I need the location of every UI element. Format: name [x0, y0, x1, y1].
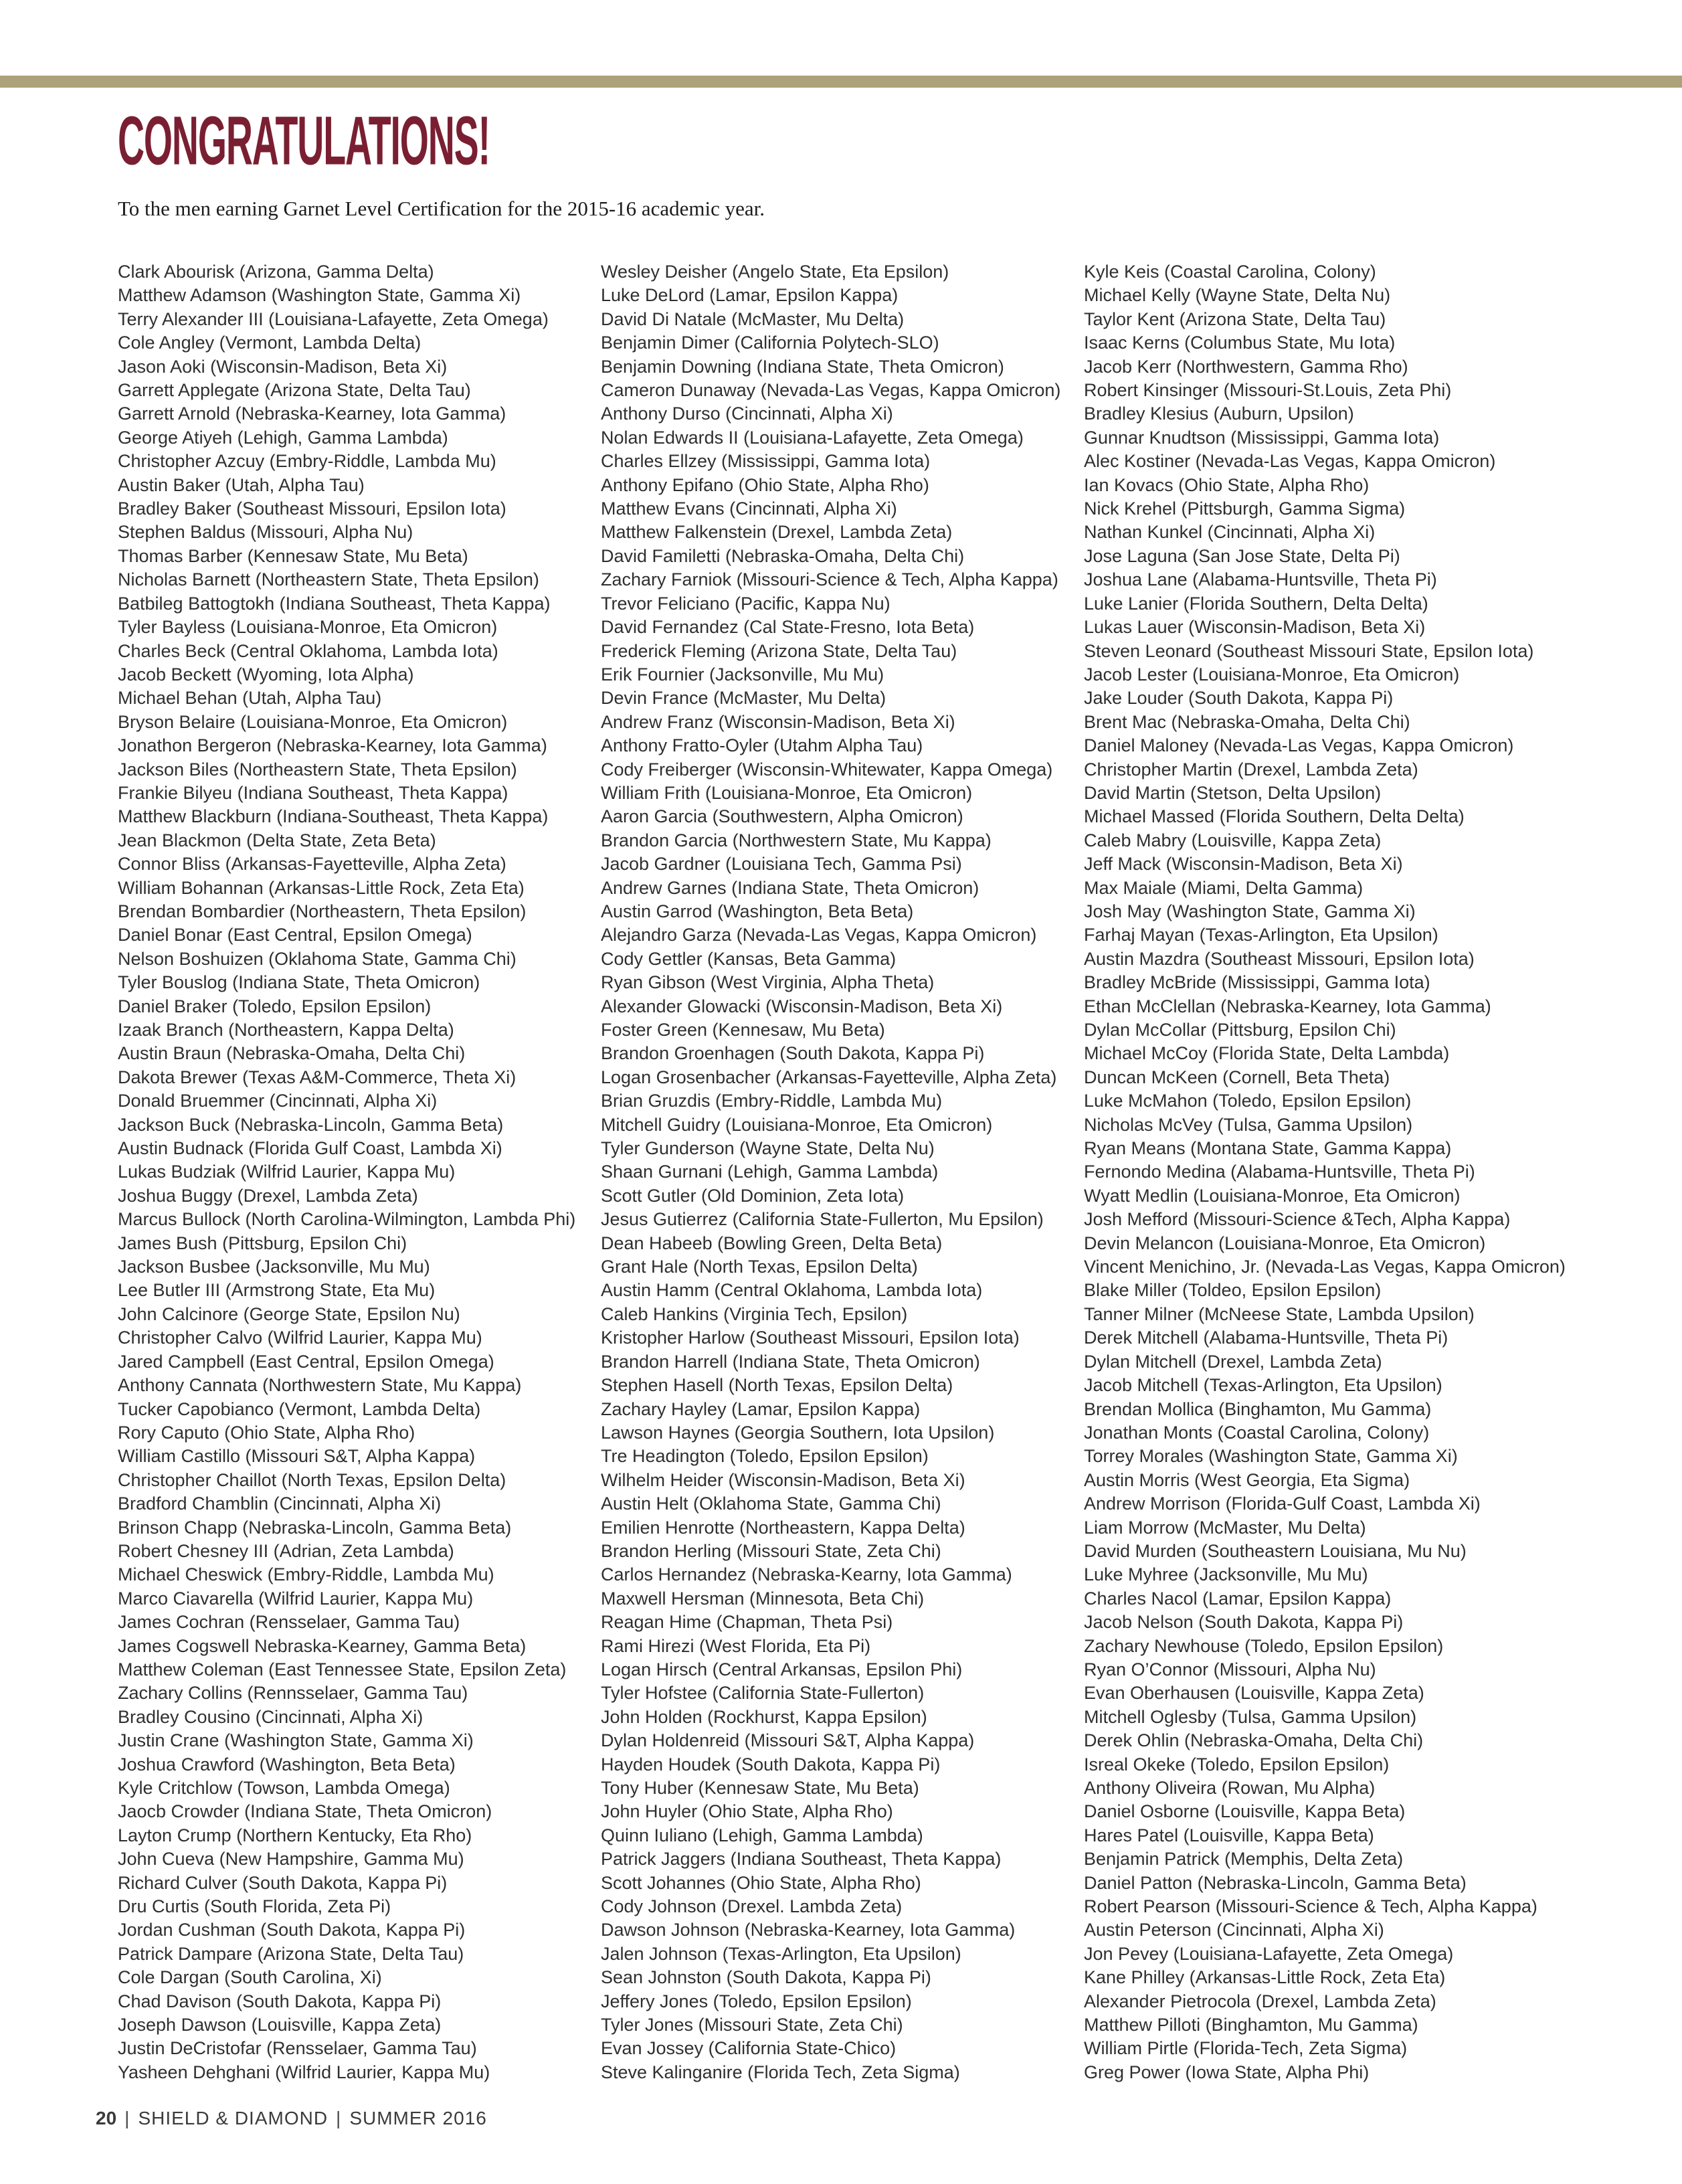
name-entry: Charles Ellzey (Mississippi, Gamma Iota) — [601, 451, 931, 472]
name-entry: Jared Campbell (East Central, Epsilon Omega) — [118, 1351, 494, 1372]
name-entry: Jackson Busbee (Jacksonville, Mu Mu) — [118, 1257, 430, 1277]
name-entry: Luke Myhree (Jacksonville, Mu Mu) — [1084, 1564, 1368, 1585]
name-entry: Logan Grosenbacher (Arkansas-Fayetteville, Alpha Zeta) — [601, 1067, 1057, 1087]
name-entry: Christopher Martin (Drexel, Lambda Zeta) — [1084, 759, 1418, 780]
name-entry: Daniel Bonar (East Central, Epsilon Omega) — [118, 925, 472, 945]
name-entry: Kane Philley (Arkansas-Little Rock, Zeta Eta) — [1084, 1967, 1446, 1988]
name-entry: Jake Louder (South Dakota, Kappa Pi) — [1084, 688, 1394, 709]
name-entry: Derek Ohlin (Nebraska-Omaha, Delta Chi) — [1084, 1730, 1424, 1751]
name-entry: Bryson Belaire (Louisiana-Monroe, Eta Omicron) — [118, 711, 508, 732]
name-entry: Lukas Budziak (Wilfrid Laurier, Kappa Mu) — [118, 1162, 456, 1182]
top-accent-bar — [0, 76, 1682, 88]
name-entry: Cody Gettler (Kansas, Beta Gamma) — [601, 948, 897, 969]
name-entry: Bradley Klesius (Auburn, Upsilon) — [1084, 403, 1354, 424]
name-entry: Izaak Branch (Northeastern, Kappa Delta) — [118, 1020, 454, 1040]
name-entry: Dylan McCollar (Pittsburg, Epsilon Chi) — [1084, 1020, 1396, 1040]
name-entry: Kristopher Harlow (Southeast Missouri, Epsilon Iota) — [601, 1328, 1020, 1348]
name-entry: Ryan Means (Montana State, Gamma Kappa) — [1084, 1138, 1452, 1159]
name-entry: Rami Hirezi (West Florida, Eta Pi) — [601, 1635, 871, 1656]
name-entry: Christopher Azcuy (Embry-Riddle, Lambda Mu) — [118, 451, 496, 472]
name-entry: Taylor Kent (Arizona State, Delta Tau) — [1084, 308, 1386, 329]
name-entry: Luke Lanier (Florida Southern, Delta Delta) — [1084, 593, 1428, 614]
name-entry: Devin Melancon (Louisiana-Monroe, Eta Omicron) — [1084, 1233, 1486, 1253]
name-entry: Tyler Bouslog (Indiana State, Theta Omicron) — [118, 972, 480, 993]
name-entry: Mitchell Oglesby (Tulsa, Gamma Upsilon) — [1084, 1706, 1417, 1727]
name-entry: John Huyler (Ohio State, Alpha Rho) — [601, 1801, 893, 1822]
name-entry: Lawson Haynes (Georgia Southern, Iota Upsilon) — [601, 1422, 995, 1443]
name-entry: David Familetti (Nebraska-Omaha, Delta Chi) — [601, 545, 965, 566]
name-entry: Robert Chesney III (Adrian, Zeta Lambda) — [118, 1540, 454, 1561]
name-entry: Greg Power (Iowa State, Alpha Phi) — [1084, 2062, 1370, 2082]
name-entry: Max Maiale (Miami, Delta Gamma) — [1084, 877, 1364, 898]
name-entry: Ian Kovacs (Ohio State, Alpha Rho) — [1084, 474, 1370, 495]
name-entry: Jordan Cushman (South Dakota, Kappa Pi) — [118, 1920, 466, 1940]
name-entry: William Bohannan (Arkansas-Little Rock, Zeta Eta) — [118, 877, 525, 898]
name-entry: Jaocb Crowder (Indiana State, Theta Omicron) — [118, 1801, 492, 1822]
name-entry: Chad Davison (South Dakota, Kappa Pi) — [118, 1991, 442, 2011]
name-entry: Anthony Fratto-Oyler (Utahm Alpha Tau) — [601, 735, 923, 756]
name-entry: Austin Mazdra (Southeast Missouri, Epsilon Iota) — [1084, 948, 1475, 969]
name-entry: Josh May (Washington State, Gamma Xi) — [1084, 901, 1416, 921]
name-entry: Matthew Adamson (Washington State, Gamma Xi) — [118, 285, 521, 306]
name-entry: Jeff Mack (Wisconsin-Madison, Beta Xi) — [1084, 854, 1403, 875]
name-column-1 — [118, 260, 601, 2084]
name-entry: Michael Behan (Utah, Alpha Tau) — [118, 688, 382, 709]
name-entry: Jacob Gardner (Louisiana Tech, Gamma Psi) — [601, 854, 962, 875]
name-entry: Matthew Blackburn (Indiana-Southeast, Theta Kappa) — [118, 806, 549, 827]
name-column-2 — [601, 260, 1084, 2084]
name-entry: Garrett Arnold (Nebraska-Kearney, Iota Gamma) — [118, 403, 506, 424]
name-entry: Nick Krehel (Pittsburgh, Gamma Sigma) — [1084, 498, 1406, 519]
name-entry: John Calcinore (George State, Epsilon Nu) — [118, 1303, 460, 1324]
name-entry: Layton Crump (Northern Kentucky, Eta Rho) — [118, 1825, 472, 1845]
name-entry: Bradley Baker (Southeast Missouri, Epsilon Iota) — [118, 498, 506, 519]
name-entry: Austin Morris (West Georgia, Eta Sigma) — [1084, 1469, 1410, 1490]
name-entry: Cole Dargan (South Carolina, Xi) — [118, 1967, 382, 1988]
name-entry: Michael McCoy (Florida State, Delta Lambda) — [1084, 1043, 1450, 1064]
name-entry: Terry Alexander III (Louisiana-Lafayette, Zeta Omega) — [118, 308, 549, 329]
name-entry: Reagan Hime (Chapman, Theta Psi) — [601, 1612, 893, 1633]
name-entry: Ryan O’Connor (Missouri, Alpha Nu) — [1084, 1659, 1376, 1679]
name-entry: Nicholas McVey (Tulsa, Gamma Upsilon) — [1084, 1114, 1413, 1135]
name-entry: Brent Mac (Nebraska-Omaha, Delta Chi) — [1084, 711, 1410, 732]
name-entry: Tyler Bayless (Louisiana-Monroe, Eta Omicron) — [118, 617, 498, 638]
name-entry: Charles Nacol (Lamar, Epsilon Kappa) — [1084, 1588, 1392, 1609]
name-entry: Justin Crane (Washington State, Gamma Xi) — [118, 1730, 474, 1751]
name-entry: Jonathan Monts (Coastal Carolina, Colony) — [1084, 1422, 1430, 1443]
name-entry: Scott Gutler (Old Dominion, Zeta Iota) — [601, 1185, 905, 1206]
name-entry: Matthew Falkenstein (Drexel, Lambda Zeta) — [601, 522, 953, 543]
name-entry: Austin Hamm (Central Oklahoma, Lambda Iota) — [601, 1280, 983, 1301]
name-entry: Torrey Morales (Washington State, Gamma Xi) — [1084, 1446, 1458, 1467]
name-entry: Frankie Bilyeu (Indiana Southeast, Theta Kappa) — [118, 782, 508, 803]
name-entry: Ryan Gibson (West Virginia, Alpha Theta) — [601, 972, 935, 993]
name-entry: Andrew Garnes (Indiana State, Theta Omicron) — [601, 877, 979, 898]
name-entry: Wyatt Medlin (Louisiana-Monroe, Eta Omicron) — [1084, 1185, 1461, 1206]
name-entry: Brendan Bombardier (Northeastern, Theta Epsilon) — [118, 901, 527, 921]
name-entry: Austin Braun (Nebraska-Omaha, Delta Chi) — [118, 1043, 466, 1064]
name-entry: Luke DeLord (Lamar, Epsilon Kappa) — [601, 285, 899, 306]
name-entry: John Cueva (New Hampshire, Gamma Mu) — [118, 1849, 464, 1870]
name-entry: Anthony Epifano (Ohio State, Alpha Rho) — [601, 474, 929, 495]
name-entry: Stephen Baldus (Missouri, Alpha Nu) — [118, 522, 413, 543]
name-entry: David Martin (Stetson, Delta Upsilon) — [1084, 782, 1382, 803]
name-entry: Michael Massed (Florida Southern, Delta Delta) — [1084, 806, 1465, 827]
name-entry: Benjamin Dimer (California Polytech-SLO) — [601, 333, 939, 353]
name-entry: Andrew Franz (Wisconsin-Madison, Beta Xi) — [601, 711, 955, 732]
name-entry: Tanner Milner (McNeese State, Lambda Upsilon) — [1084, 1303, 1475, 1324]
name-entry: Zachary Farniok (Missouri-Science & Tech, Alpha Kappa) — [601, 569, 1058, 590]
name-entry: Daniel Maloney (Nevada-Las Vegas, Kappa Omicron) — [1084, 735, 1514, 756]
name-entry: Aaron Garcia (Southwestern, Alpha Omicron) — [601, 806, 963, 827]
name-entry: Jackson Buck (Nebraska-Lincoln, Gamma Beta) — [118, 1114, 504, 1135]
name-entry: Justin DeCristofar (Rensselaer, Gamma Tau) — [118, 2038, 477, 2059]
name-entry: Brandon Groenhagen (South Dakota, Kappa Pi) — [601, 1043, 985, 1064]
name-entry: Lee Butler III (Armstrong State, Eta Mu) — [118, 1280, 436, 1301]
name-entry: Scott Johannes (Ohio State, Alpha Rho) — [601, 1872, 921, 1893]
name-entry: Yasheen Dehghani (Wilfrid Laurier, Kappa Mu) — [118, 2062, 490, 2082]
name-entry: Dylan Mitchell (Drexel, Lambda Zeta) — [1084, 1351, 1382, 1372]
name-entry: James Cochran (Rensselaer, Gamma Tau) — [118, 1612, 460, 1633]
name-entry: David Murden (Southeastern Louisiana, Mu Nu) — [1084, 1540, 1467, 1561]
name-entry: Bradley Cousino (Cincinnati, Alpha Xi) — [118, 1706, 424, 1727]
name-entry: Frederick Fleming (Arizona State, Delta Tau) — [601, 640, 957, 661]
name-entry: Jalen Johnson (Texas-Arlington, Eta Upsilon) — [601, 1943, 961, 1964]
name-entry: Tyler Gunderson (Wayne State, Delta Nu) — [601, 1138, 935, 1159]
name-entry: Dawson Johnson (Nebraska-Kearney, Iota Gamma) — [601, 1920, 1016, 1940]
name-entry: Brinson Chapp (Nebraska-Lincoln, Gamma Beta) — [118, 1517, 512, 1538]
name-entry: Steve Kalinganire (Florida Tech, Zeta Sigma) — [601, 2062, 960, 2082]
name-entry: Robert Kinsinger (Missouri-St.Louis, Zeta Phi) — [1084, 380, 1452, 401]
name-entry: Austin Helt (Oklahoma State, Gamma Chi) — [601, 1493, 941, 1514]
name-entry: Jacob Lester (Louisiana-Monroe, Eta Omicron) — [1084, 664, 1460, 685]
name-entry: Benjamin Downing (Indiana State, Theta Omicron) — [601, 356, 1004, 377]
name-entry: Jacob Kerr (Northwestern, Gamma Rho) — [1084, 356, 1408, 377]
name-entry: Joseph Dawson (Louisville, Kappa Zeta) — [118, 2015, 442, 2035]
name-entry: Jacob Beckett (Wyoming, Iota Alpha) — [118, 664, 414, 685]
name-entry: Emilien Henrotte (Northeastern, Kappa Delta) — [601, 1517, 965, 1538]
name-entry: Alejandro Garza (Nevada-Las Vegas, Kappa Omicron) — [601, 925, 1037, 945]
name-entry: Zachary Collins (Rennsselaer, Gamma Tau) — [118, 1683, 468, 1704]
name-entry: George Atiyeh (Lehigh, Gamma Lambda) — [118, 427, 448, 448]
name-entry: Dylan Holdenreid (Missouri S&T, Alpha Kappa) — [601, 1730, 975, 1751]
name-entry: Josh Mefford (Missouri-Science &Tech, Alpha Kappa) — [1084, 1209, 1511, 1230]
name-entry: Marco Ciavarella (Wilfrid Laurier, Kappa Mu) — [118, 1588, 474, 1609]
name-entry: Logan Hirsch (Central Arkansas, Epsilon Phi) — [601, 1659, 963, 1679]
name-entry: Andrew Morrison (Florida-Gulf Coast, Lambda Xi) — [1084, 1493, 1481, 1514]
name-entry: Cole Angley (Vermont, Lambda Delta) — [118, 333, 422, 353]
name-entry: Hayden Houdek (South Dakota, Kappa Pi) — [601, 1754, 941, 1774]
name-entry: Daniel Osborne (Louisville, Kappa Beta) — [1084, 1801, 1406, 1822]
name-entry: Austin Baker (Utah, Alpha Tau) — [118, 474, 365, 495]
name-entry: Tre Headington (Toledo, Epsilon Epsilon) — [601, 1446, 929, 1467]
name-entry: William Frith (Louisiana-Monroe, Eta Omicron) — [601, 782, 973, 803]
name-entry: Tucker Capobianco (Vermont, Lambda Delta) — [118, 1398, 481, 1419]
name-entry: Jose Laguna (San Jose State, Delta Pi) — [1084, 545, 1400, 566]
page-title: CONGRATULATIONS! — [118, 101, 490, 179]
name-entry: Caleb Hankins (Virginia Tech, Epsilon) — [601, 1303, 908, 1324]
name-entry: William Pirtle (Florida-Tech, Zeta Sigma) — [1084, 2038, 1408, 2059]
name-entry: Grant Hale (North Texas, Epsilon Delta) — [601, 1257, 918, 1277]
name-entry: Cody Johnson (Drexel. Lambda Zeta) — [601, 1896, 903, 1917]
name-entry: Liam Morrow (McMaster, Mu Delta) — [1084, 1517, 1366, 1538]
name-entry: James Cogswell Nebraska-Kearney, Gamma Beta) — [118, 1635, 527, 1656]
name-entry: Gunnar Knudtson (Mississippi, Gamma Iota) — [1084, 427, 1440, 448]
name-entry: Jesus Gutierrez (California State-Fullerton, Mu Epsilon) — [601, 1209, 1044, 1230]
name-entry: Austin Peterson (Cincinnati, Alpha Xi) — [1084, 1920, 1384, 1940]
name-entry: John Holden (Rockhurst, Kappa Epsilon) — [601, 1706, 927, 1727]
name-entry: Lukas Lauer (Wisconsin-Madison, Beta Xi) — [1084, 617, 1426, 638]
name-entry: Duncan McKeen (Cornell, Beta Theta) — [1084, 1067, 1390, 1087]
name-entry: Zachary Newhouse (Toledo, Epsilon Epsilon) — [1084, 1635, 1444, 1656]
name-list — [118, 260, 1567, 2084]
name-entry: Hares Patel (Louisville, Kappa Beta) — [1084, 1825, 1374, 1845]
name-entry: Jonathon Bergeron (Nebraska-Kearney, Iota Gamma) — [118, 735, 547, 756]
name-entry: Richard Culver (South Dakota, Kappa Pi) — [118, 1872, 448, 1893]
name-entry: Fernondo Medina (Alabama-Huntsville, Theta Pi) — [1084, 1162, 1475, 1182]
name-entry: Daniel Patton (Nebraska-Lincoln, Gamma Beta) — [1084, 1872, 1467, 1893]
name-entry: Derek Mitchell (Alabama-Huntsville, Theta Pi) — [1084, 1328, 1449, 1348]
name-entry: Luke McMahon (Toledo, Epsilon Epsilon) — [1084, 1091, 1412, 1111]
name-entry: Caleb Mabry (Louisville, Kappa Zeta) — [1084, 830, 1382, 850]
name-entry: Jacob Mitchell (Texas-Arlington, Eta Upsilon) — [1084, 1375, 1442, 1396]
name-entry: Kyle Keis (Coastal Carolina, Colony) — [1084, 262, 1376, 282]
name-entry: Patrick Jaggers (Indiana Southeast, Theta Kappa) — [601, 1849, 1002, 1870]
name-entry: Quinn Iuliano (Lehigh, Gamma Lambda) — [601, 1825, 923, 1845]
name-entry: Connor Bliss (Arkansas-Fayetteville, Alpha Zeta) — [118, 854, 506, 875]
name-column-3 — [1084, 260, 1567, 2084]
name-entry: Erik Fournier (Jacksonville, Mu Mu) — [601, 664, 884, 685]
name-entry: Joshua Lane (Alabama-Huntsville, Theta Pi) — [1084, 569, 1437, 590]
name-entry: Wesley Deisher (Angelo State, Eta Epsilon) — [601, 262, 949, 282]
name-entry: Isreal Okeke (Toledo, Epsilon Epsilon) — [1084, 1754, 1390, 1774]
name-entry: Clark Abourisk (Arizona, Gamma Delta) — [118, 262, 434, 282]
name-entry: Joshua Buggy (Drexel, Lambda Zeta) — [118, 1185, 418, 1206]
name-entry: Robert Pearson (Missouri-Science & Tech, Alpha Kappa) — [1084, 1896, 1537, 1917]
name-entry: Anthony Durso (Cincinnati, Alpha Xi) — [601, 403, 893, 424]
name-entry: Matthew Evans (Cincinnati, Alpha Xi) — [601, 498, 897, 519]
name-entry: Dakota Brewer (Texas A&M-Commerce, Theta Xi) — [118, 1067, 517, 1087]
name-entry: Dru Curtis (South Florida, Zeta Pi) — [118, 1896, 391, 1917]
name-entry: Kyle Critchlow (Towson, Lambda Omega) — [118, 1778, 450, 1798]
name-entry: Brandon Herling (Missouri State, Zeta Chi) — [601, 1540, 941, 1561]
name-entry: Matthew Coleman (East Tennessee State, Epsilon Zeta) — [118, 1659, 567, 1679]
name-entry: David Di Natale (McMaster, Mu Delta) — [601, 308, 905, 329]
name-entry: Alec Kostiner (Nevada-Las Vegas, Kappa Omicron) — [1084, 451, 1496, 472]
name-entry: Devin France (McMaster, Mu Delta) — [601, 688, 886, 709]
name-entry: Zachary Hayley (Lamar, Epsilon Kappa) — [601, 1398, 921, 1419]
name-entry: Garrett Applegate (Arizona State, Delta Tau) — [118, 380, 471, 401]
name-entry: Jackson Biles (Northeastern State, Theta Epsilon) — [118, 759, 517, 780]
name-entry: Isaac Kerns (Columbus State, Mu Iota) — [1084, 333, 1396, 353]
footer-separator: | — [336, 2108, 342, 2128]
name-entry: Jacob Nelson (South Dakota, Kappa Pi) — [1084, 1612, 1404, 1633]
page-number: 20 — [96, 2108, 117, 2128]
name-entry: Cody Freiberger (Wisconsin-Whitewater, Kappa Omega) — [601, 759, 1053, 780]
name-entry: Bradford Chamblin (Cincinnati, Alpha Xi) — [118, 1493, 442, 1514]
name-entry: Maxwell Hersman (Minnesota, Beta Chi) — [601, 1588, 925, 1609]
name-entry: Daniel Braker (Toledo, Epsilon Epsilon) — [118, 996, 432, 1016]
name-entry: Tony Huber (Kennesaw State, Mu Beta) — [601, 1778, 919, 1798]
name-entry: Jason Aoki (Wisconsin-Madison, Beta Xi) — [118, 356, 448, 377]
name-entry: Carlos Hernandez (Nebraska-Kearny, Iota Gamma) — [601, 1564, 1012, 1585]
name-entry: Wilhelm Heider (Wisconsin-Madison, Beta Xi) — [601, 1469, 965, 1490]
name-entry: Joshua Crawford (Washington, Beta Beta) — [118, 1754, 456, 1774]
name-entry: Alexander Pietrocola (Drexel, Lambda Zeta) — [1084, 1991, 1436, 2011]
name-entry: Michael Cheswick (Embry-Riddle, Lambda Mu) — [118, 1564, 494, 1585]
name-entry: Ethan McClellan (Nebraska-Kearney, Iota Gamma) — [1084, 996, 1491, 1016]
name-entry: Jon Pevey (Louisiana-Lafayette, Zeta Omega) — [1084, 1943, 1454, 1964]
name-entry: Jean Blackmon (Delta State, Zeta Beta) — [118, 830, 436, 850]
name-entry: David Fernandez (Cal State-Fresno, Iota Beta) — [601, 617, 975, 638]
name-entry: Anthony Cannata (Northwestern State, Mu Kappa) — [118, 1375, 522, 1396]
name-entry: Tyler Hofstee (California State-Fullerton) — [601, 1683, 925, 1704]
issue-label: SUMMER 2016 — [349, 2108, 487, 2128]
page-footer — [96, 2108, 487, 2129]
name-entry: Anthony Oliveira (Rowan, Mu Alpha) — [1084, 1778, 1376, 1798]
name-entry: Austin Garrod (Washington, Beta Beta) — [601, 901, 914, 921]
name-entry: Stephen Hasell (North Texas, Epsilon Delta) — [601, 1375, 953, 1396]
name-entry: Brandon Garcia (Northwestern State, Mu Kappa) — [601, 830, 992, 850]
name-entry: Dean Habeeb (Bowling Green, Delta Beta) — [601, 1233, 943, 1253]
name-entry: Evan Oberhausen (Louisville, Kappa Zeta) — [1084, 1683, 1424, 1704]
name-entry: Austin Budnack (Florida Gulf Coast, Lambda Xi) — [118, 1138, 502, 1159]
name-entry: Donald Bruemmer (Cincinnati, Alpha Xi) — [118, 1091, 438, 1111]
name-entry: Brandon Harrell (Indiana State, Theta Omicron) — [601, 1351, 980, 1372]
name-entry: James Bush (Pittsburg, Epsilon Chi) — [118, 1233, 407, 1253]
name-entry: Benjamin Patrick (Memphis, Delta Zeta) — [1084, 1849, 1404, 1870]
name-entry: Thomas Barber (Kennesaw State, Mu Beta) — [118, 545, 468, 566]
name-entry: Foster Green (Kennesaw, Mu Beta) — [601, 1020, 885, 1040]
name-entry: Vincent Menichino, Jr. (Nevada-Las Vegas, Kappa Omicron) — [1084, 1257, 1566, 1277]
name-entry: Christopher Calvo (Wilfrid Laurier, Kappa Mu) — [118, 1328, 482, 1348]
name-entry: Blake Miller (Toldeo, Epsilon Epsilon) — [1084, 1280, 1382, 1301]
name-entry: Nicholas Barnett (Northeastern State, Theta Epsilon) — [118, 569, 539, 590]
name-entry: Patrick Dampare (Arizona State, Delta Tau) — [118, 1943, 464, 1964]
name-entry: Evan Jossey (California State-Chico) — [601, 2038, 897, 2059]
name-entry: Brian Gruzdis (Embry-Riddle, Lambda Mu) — [601, 1091, 943, 1111]
name-entry: Alexander Glowacki (Wisconsin-Madison, Beta Xi) — [601, 996, 1003, 1016]
name-entry: Nathan Kunkel (Cincinnati, Alpha Xi) — [1084, 522, 1376, 543]
name-entry: Tyler Jones (Missouri State, Zeta Chi) — [601, 2015, 903, 2035]
name-entry: Charles Beck (Central Oklahoma, Lambda Iota) — [118, 640, 498, 661]
name-entry: William Castillo (Missouri S&T, Alpha Kappa) — [118, 1446, 476, 1467]
name-entry: Matthew Pilloti (Binghamton, Mu Gamma) — [1084, 2015, 1418, 2035]
name-entry: Nolan Edwards II (Louisiana-Lafayette, Zeta Omega) — [601, 427, 1024, 448]
name-entry: Mitchell Guidry (Louisiana-Monroe, Eta Omicron) — [601, 1114, 993, 1135]
name-entry: Bradley McBride (Mississippi, Gamma Iota) — [1084, 972, 1430, 993]
name-entry: Cameron Dunaway (Nevada-Las Vegas, Kappa Omicron) — [601, 380, 1061, 401]
subtitle: To the men earning Garnet Level Certification for the 2015-16 academic year. — [118, 197, 765, 220]
name-entry: Marcus Bullock (North Carolina-Wilmington, Lambda Phi) — [118, 1209, 576, 1230]
name-entry: Steven Leonard (Southeast Missouri State, Epsilon Iota) — [1084, 640, 1534, 661]
name-entry: Batbileg Battogtokh (Indiana Southeast, Theta Kappa) — [118, 593, 551, 614]
name-entry: Trevor Feliciano (Pacific, Kappa Nu) — [601, 593, 891, 614]
footer-separator: | — [124, 2108, 130, 2128]
name-entry: Sean Johnston (South Dakota, Kappa Pi) — [601, 1967, 931, 1988]
name-entry: Christopher Chaillot (North Texas, Epsilon Delta) — [118, 1469, 506, 1490]
magazine-title: SHIELD & DIAMOND — [138, 2108, 329, 2128]
name-entry: Shaan Gurnani (Lehigh, Gamma Lambda) — [601, 1162, 939, 1182]
name-entry: Jeffery Jones (Toledo, Epsilon Epsilon) — [601, 1991, 912, 2011]
name-entry: Farhaj Mayan (Texas-Arlington, Eta Upsilon) — [1084, 925, 1438, 945]
name-entry: Nelson Boshuizen (Oklahoma State, Gamma Chi) — [118, 948, 517, 969]
name-entry: Rory Caputo (Ohio State, Alpha Rho) — [118, 1422, 415, 1443]
name-entry: Michael Kelly (Wayne State, Delta Nu) — [1084, 285, 1391, 306]
name-entry: Brendan Mollica (Binghamton, Mu Gamma) — [1084, 1398, 1432, 1419]
